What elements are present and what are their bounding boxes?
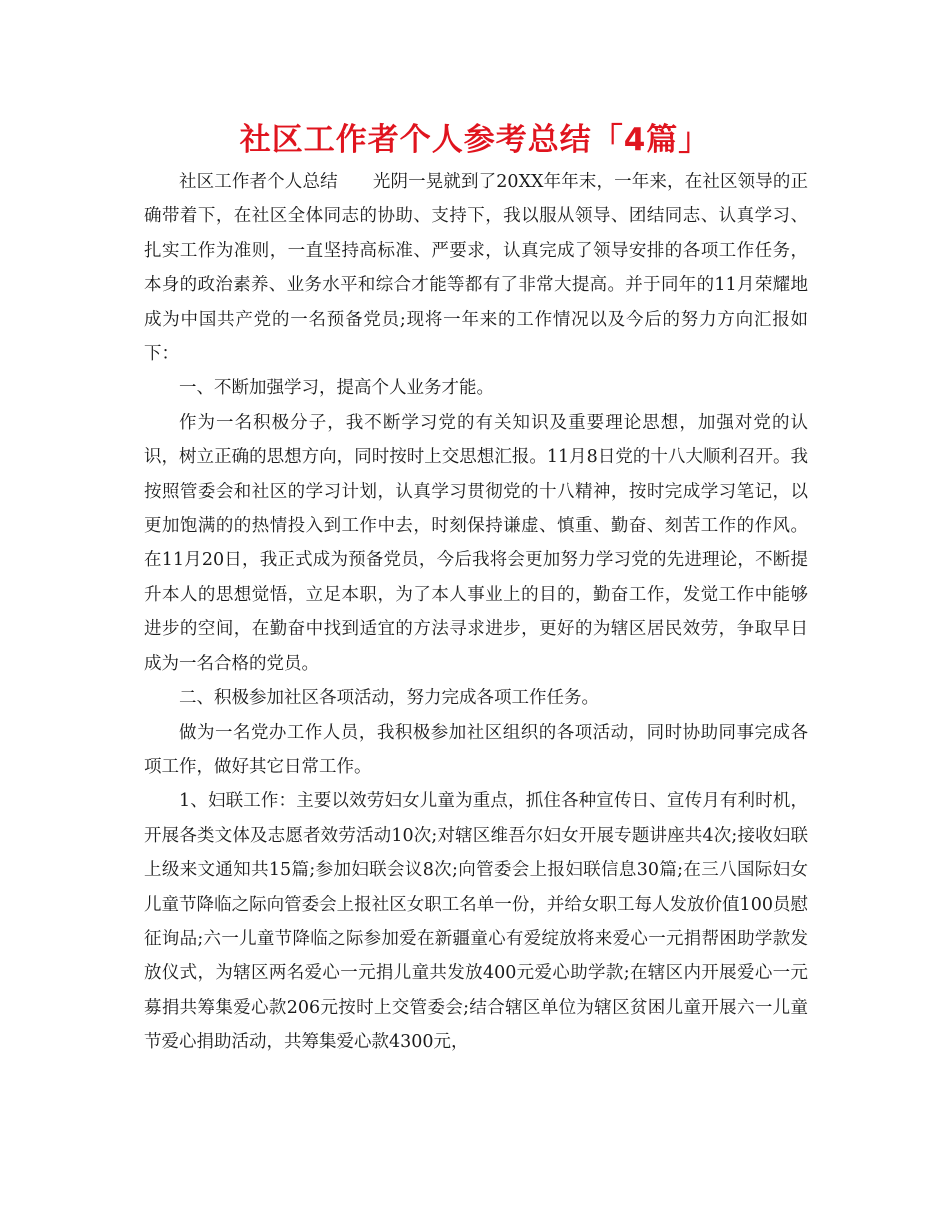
- paragraph-activities: 做为一名党办工作人员，我积极参加社区组织的各项活动，同时协助同事完成各项工作，做好其它日常工作。: [144, 722, 808, 777]
- paragraph-womens-federation: 1、妇联工作：主要以效劳妇女儿童为重点，抓住各种宣传日、宣传月有利时机，开展各类文体及志愿者效劳活动10次;对辖区维吾尔妇女开展专题讲座共4次;接收妇联上级来文通知共15篇;参加妇联会议8次;向管委会上报妇联信息30篇;在三八国际妇女儿童节降临之际向管委会上报社区女职工名单一份，并给女职工每人发放价值100员慰征询品;六一儿童节降临之际参加爱在新疆童心有爱绽放将来爱心一元捐帮困助学款发放仪式，为辖区两名爱心一元捐儿童共发放400元爱心助学款;在辖区内开展爱心一元募捐共筹集爱心款206元按时上交管委会;结合辖区单位为辖区贫困儿童开展六一儿童节爱心捐助活动，共筹集爱心款4300元，: [144, 791, 808, 1053]
- section-heading-2: 二、积极参加社区各项活动，努力完成各项工作任务。: [179, 688, 599, 709]
- section-heading-1: 一、不断加强学习，提高个人业务才能。: [179, 378, 494, 399]
- document-title: 社区工作者个人参考总结「4篇」: [239, 122, 711, 158]
- paragraph-study: 作为一名积极分子，我不断学习党的有关知识及重要理论思想，加强对党的认识，树立正确的思想方向，同时按时上交思想汇报。11月8日党的十八大顺利召开。我按照管委会和社区的学习计划，认真学习贯彻党的十八精神，按时完成学习笔记，以更加饱满的的热情投入到工作中去，时刻保持谦虚、慎重、勤奋、刻苦工作的作风。在11月20日，我正式成为预备党员，今后我将会更加努力学习党的先进理论，不断提升本人的思想觉悟，立足本职，为了本人事业上的目的，勤奋工作，发觉工作中能够进步的空间，在勤奋中找到适宜的方法寻求进步，更好的为辖区居民效劳，争取早日成为一名合格的党员。: [144, 412, 808, 674]
- intro-label: 社区工作者个人总结: [179, 172, 338, 192]
- paragraph-intro: [144, 165, 808, 371]
- document-body: [144, 165, 808, 1060]
- intro-text: 光阴一晃就到了20XX年年末，一年来，在社区领导的正确带着下，在社区全体同志的协助、支持下，我以服从领导、团结同志、认真学习、扎实工作为准则，一直坚持高标准、严要求，认真完成了领导安排的各项工作任务，本身的政治素养、业务水平和综合才能等都有了非常大提高。并于同年的11月荣耀地成为中国共产党的一名预备党员;现将一年来的工作情况以及今后的努力方向汇报如下：: [144, 172, 809, 365]
